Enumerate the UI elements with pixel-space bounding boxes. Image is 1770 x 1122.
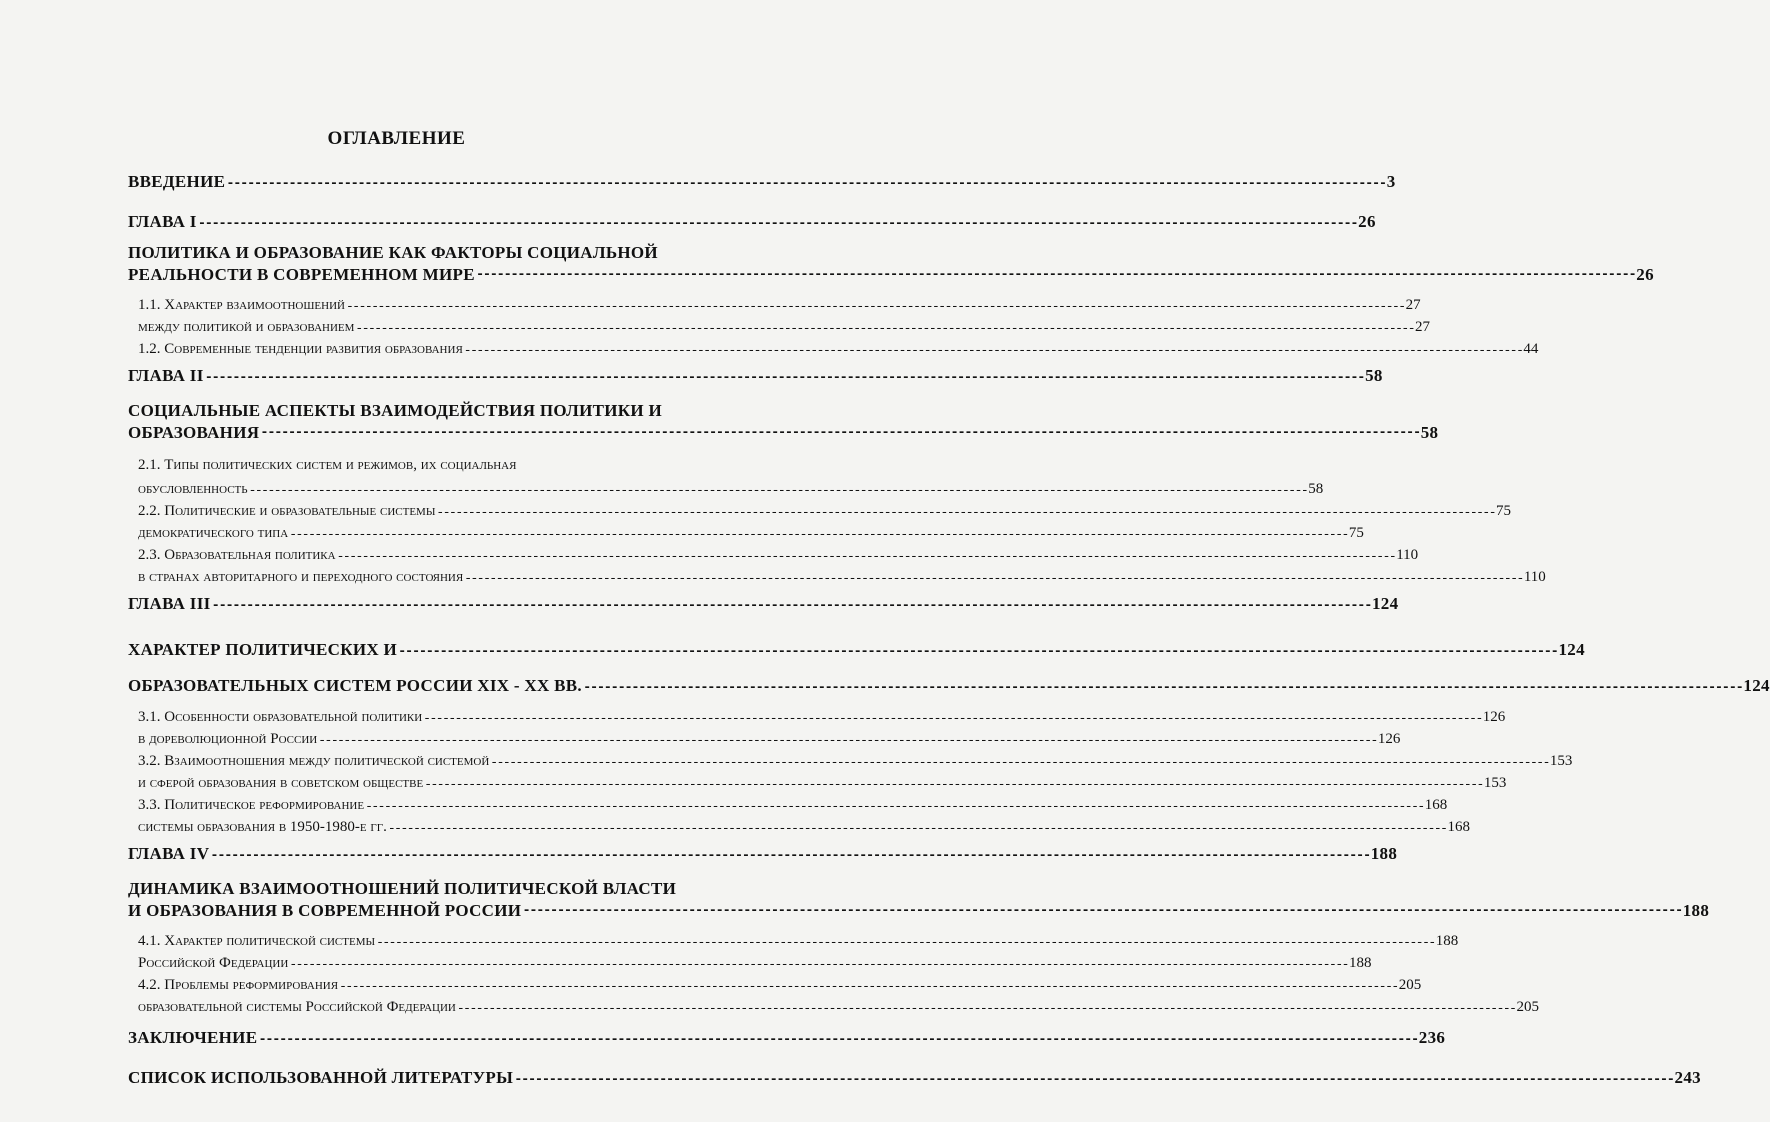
page-number: 243 [1674,1068,1701,1087]
page-number: 124 [1371,594,1399,613]
page-number: 58 [1420,423,1439,442]
toc-entry-1-2: 1.2. Современные тенденции развития образования ----- 44 [138,336,729,358]
toc-entry-chapter-2: ГЛАВА II ----- 58 [128,360,729,386]
toc-entry-2-3-cont: в странах авторитарного и переходного состояния ----- 110 [138,564,729,586]
toc-entry-chapter-4: ГЛАВА IV ----- 188 [128,838,729,864]
toc-entry-2-2: 2.2. Политические и образовательные системы ----- 75 [138,498,729,520]
toc-entry-3-3: 3.3. Политическое реформирование ----- 168 [138,792,729,814]
toc-entry-3-1-cont: в дореволюционной России ----- 126 [138,726,729,748]
toc-entry-3-2: 3.2. Взаимоотношения между политической системой ----- 153 [138,748,729,770]
page-number: 236 [1418,1028,1446,1047]
toc-entry-2-2-cont: демократического типа ----- 75 [138,520,729,542]
toc-entry-1-1: 1.1. Характер взаимоотношений ----- 27 [138,292,729,314]
toc-entry-4-1-cont: Российской Федерации ----- 188 [138,950,729,972]
toc-entry-4-2-cont: образовательной системы Российской Федерации ----- 205 [138,994,729,1016]
toc-title: ОГЛАВЛЕНИЕ [327,128,466,149]
toc-entry-chapter-1: ГЛАВА I ----- 26 [128,196,729,232]
toc-entry-2-1: 2.1. Типы политических систем и режимов, их социальная [138,457,517,473]
page-number: 26 [1636,265,1654,284]
toc-entry-intro: ВВЕДЕНИЕ ----- 3 [128,168,729,192]
page-number: 124 [1743,676,1770,695]
toc-entry-4-1: 4.1. Характер политической системы ----- 188 [138,928,729,950]
page-number: 26 [1358,212,1376,231]
toc-entry-3-2-cont: и сферой образования в советском обществе ----- 153 [138,770,729,792]
toc-entry-chapter-4-title: ДИНАМИКА ВЗАИМООТНОШЕНИЙ ПОЛИТИЧЕСКОЙ ВЛАСТИ И ОБРАЗОВАНИЯ В СОВРЕМЕННОЙ РОССИИ ----- 188 [128,878,729,922]
toc-entry-3-3-cont: системы образования в 1950-1980-е гг. ----- 168 [138,814,729,836]
page-number: 124 [1558,640,1585,659]
toc-entry-conclusion: ЗАКЛЮЧЕНИЕ ----- 236 [128,1018,729,1048]
toc-entry-chapter-3-title: ХАРАКТЕР ПОЛИТИЧЕСКИХ И ----- 124 [128,624,729,660]
toc-entry-references: СПИСОК ИСПОЛЬЗОВАННОЙ ЛИТЕРАТУРЫ ----- 243 [128,1050,729,1088]
toc-entry-2-1-cont: обусловленность ----- 58 [138,476,729,498]
toc-entry-1-1-cont: между политикой и образованием ----- 27 [138,314,729,336]
toc-entry-4-2: 4.2. Проблемы реформирования ----- 205 [138,972,729,994]
toc-entry-chapter-3: ГЛАВА III ----- 124 [128,588,729,614]
toc-entry-chapter-1-title: ПОЛИТИКА И ОБРАЗОВАНИЕ КАК ФАКТОРЫ СОЦИАЛЬНОЙ РЕАЛЬНОСТИ В СОВРЕМЕННОМ МИРЕ ----- 26 [128,242,729,286]
table-of-contents [128,168,1770,1088]
toc-entry-3-1: 3.1. Особенности образовательной политики ----- 126 [138,704,729,726]
page-number: 188 [1682,901,1710,920]
toc-entry-chapter-3-title-cont: ОБРАЗОВАТЕЛЬНЫХ СИСТЕМ РОССИИ XIX - XX ВВ. ----- 124 [128,660,729,696]
toc-entry-2-3: 2.3. Образовательная политика ----- 110 [138,542,729,564]
toc-entry-chapter-2-title: СОЦИАЛЬНЫЕ АСПЕКТЫ ВЗАИМОДЕЙСТВИЯ ПОЛИТИКИ И ОБРАЗОВАНИЯ ----- 58 [128,400,729,444]
page-number: 188 [1370,844,1398,863]
page-number: 58 [1365,366,1383,385]
page-number: 3 [1386,172,1396,191]
